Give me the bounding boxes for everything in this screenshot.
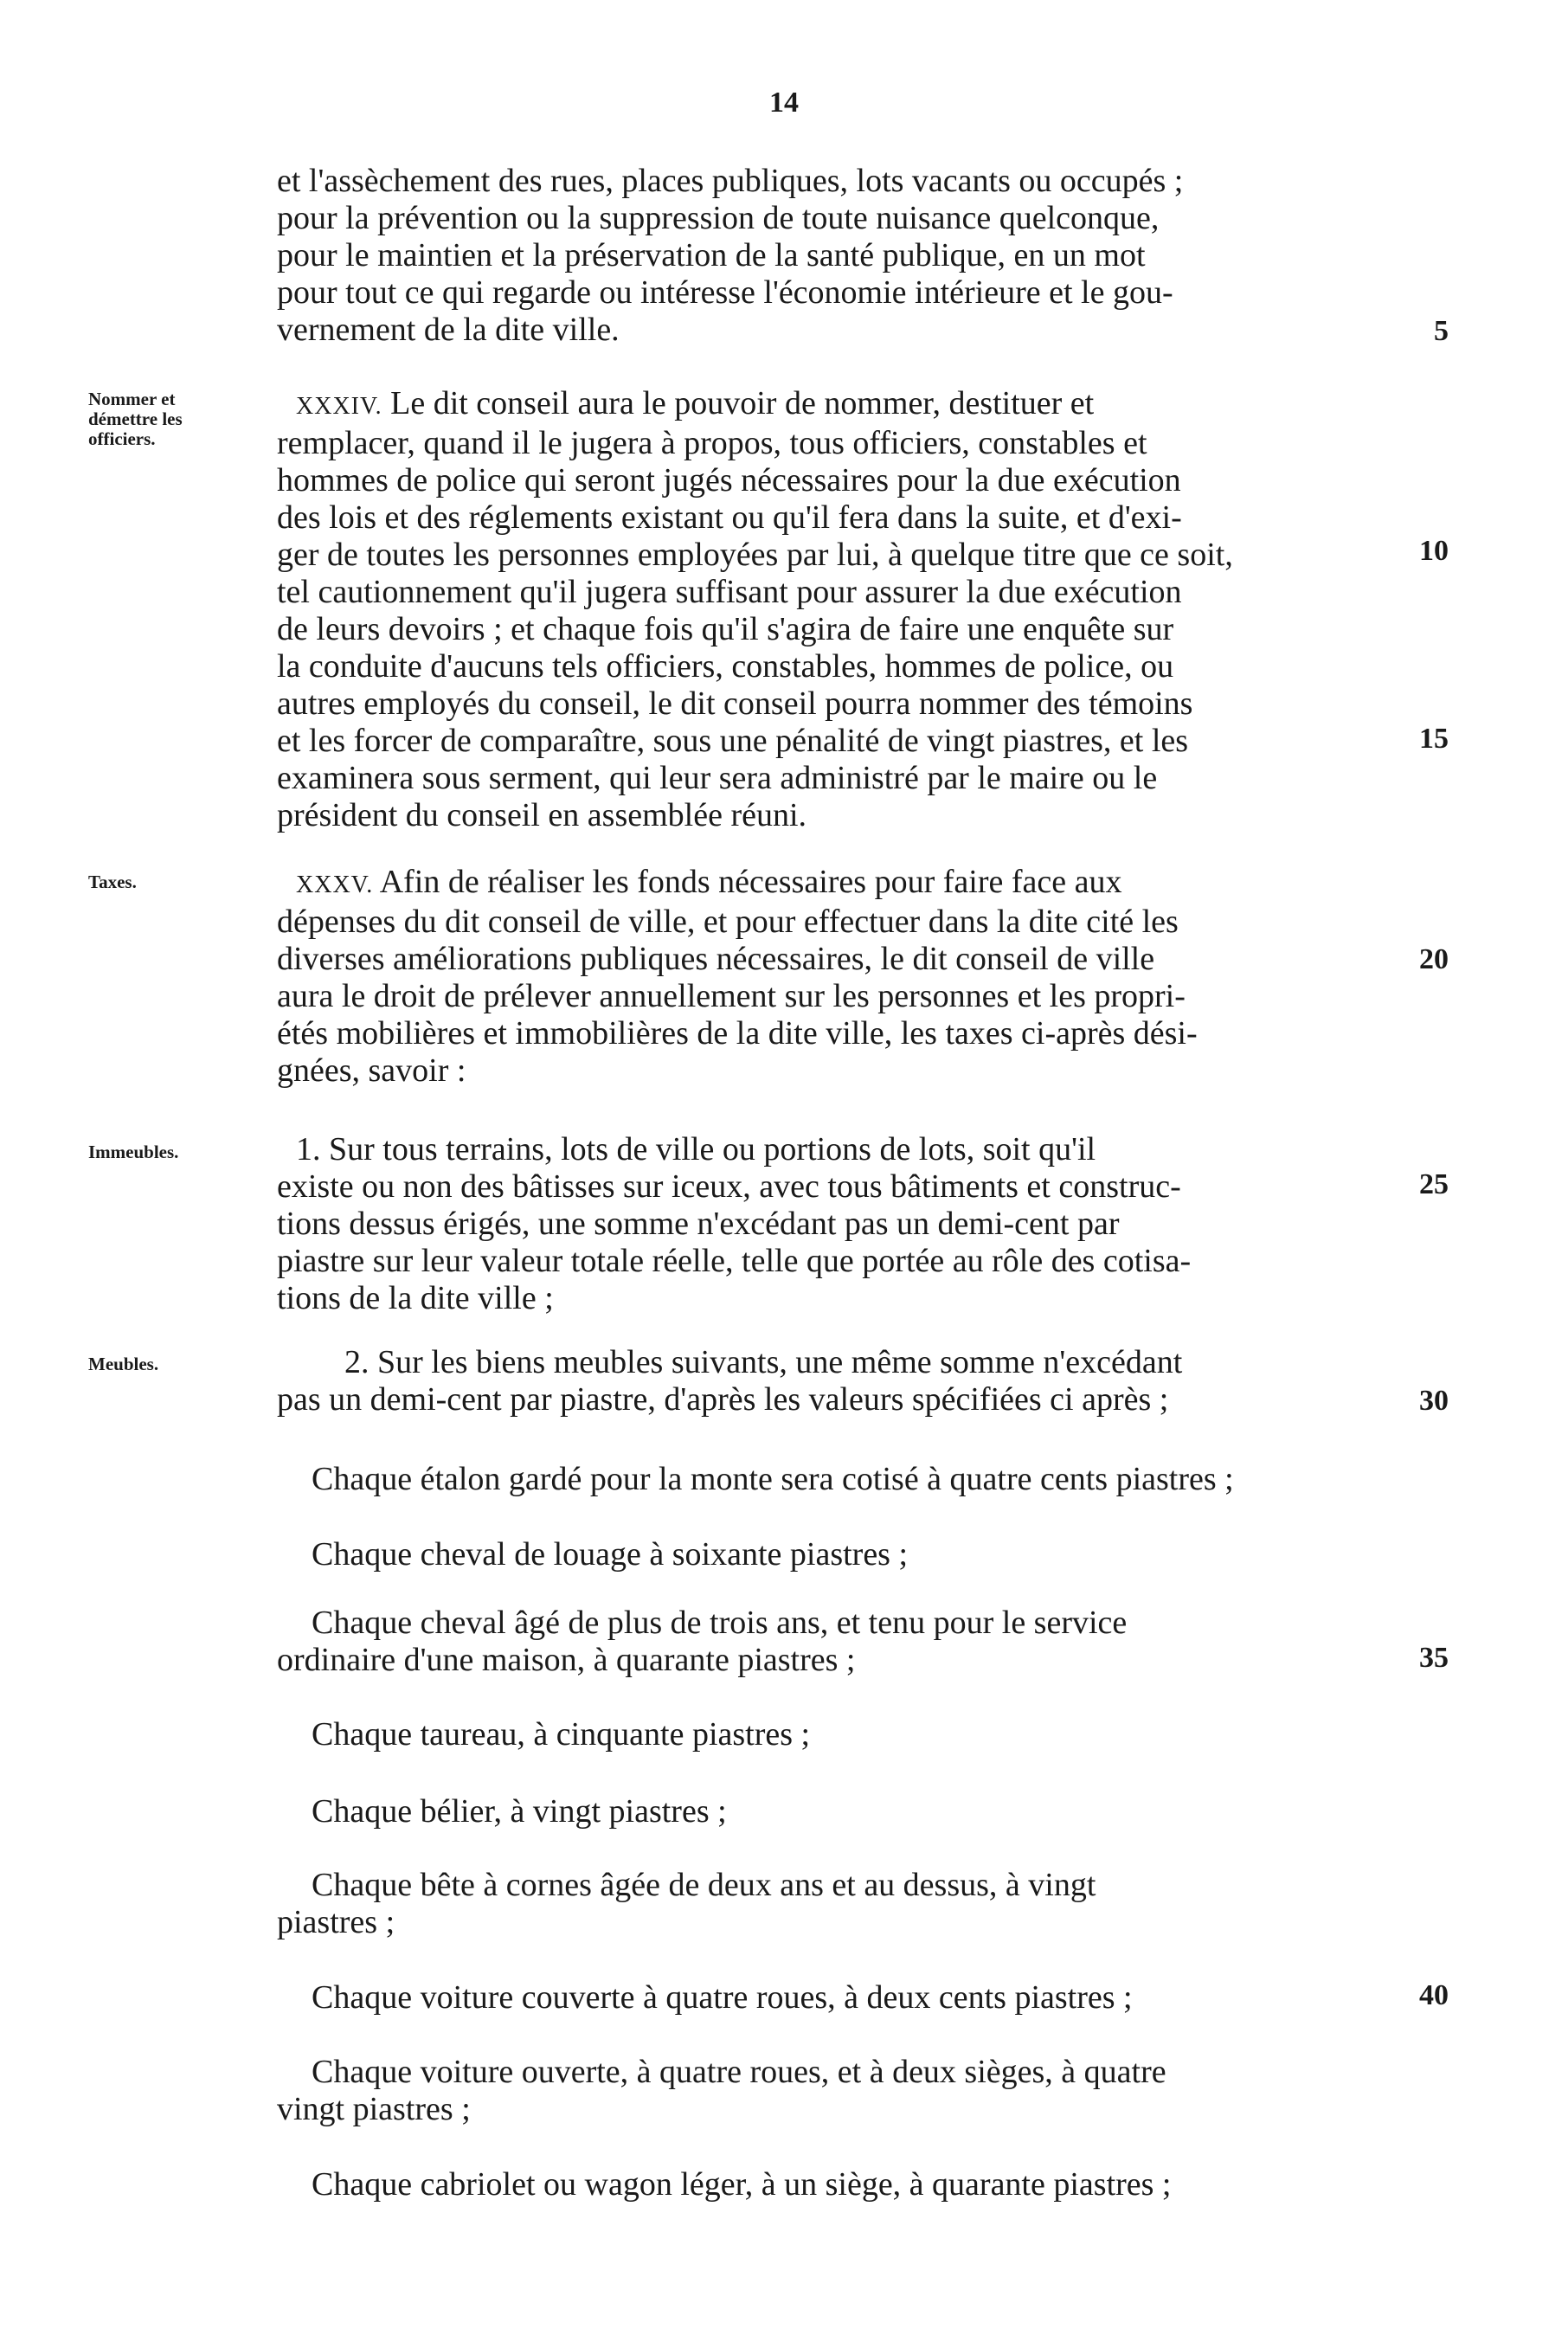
section-numeral: XXXIV.: [296, 393, 382, 420]
text-line: 2. Sur les biens meubles suivants, une même somme n'excédant: [344, 1344, 1183, 1380]
list-item: Chaque étalon gardé pour la monte sera cotisé à quatre cents piastres ;: [312, 1461, 1234, 1497]
text-line: XXXV. Afin de réaliser les fonds nécessaires pour faire face aux: [296, 864, 1122, 900]
text-line: tel cautionnement qu'il jugera suffisant pour assurer la due exécution: [277, 574, 1182, 610]
line-number: 15: [1419, 723, 1449, 755]
text-line: et les forcer de comparaître, sous une pénalité de vingt piastres, et les: [277, 723, 1189, 759]
side-note-immeubles: Immeubles.: [88, 1142, 179, 1162]
item-2-meubles: [277, 1344, 1393, 1418]
line-number: 10: [1419, 535, 1449, 567]
list-item: Chaque bête à cornes âgée de deux ans et au dessus, à vingt: [312, 1867, 1096, 1903]
text-line: étés mobilières et immobilières de la dite ville, les taxes ci-après dési-: [277, 1015, 1198, 1052]
item-1-immeubles: [277, 1131, 1393, 1317]
text-line: la conduite d'aucuns tels officiers, constables, hommes de police, ou: [277, 648, 1174, 685]
text-line: hommes de police qui seront jugés nécessaires pour la due exécution: [277, 462, 1181, 499]
text-line: autres employés du conseil, le dit conseil pourra nommer des témoins: [277, 685, 1193, 722]
list-item-continuation: vingt piastres ;: [277, 2091, 471, 2127]
text-line: pour le maintien et la préservation de la santé publique, en un mot: [277, 237, 1146, 273]
line-number: 30: [1419, 1385, 1449, 1417]
section-xxxiv: [277, 385, 1393, 834]
text-line: pas un demi-cent par piastre, d'après les valeurs spécifiées ci après ;: [277, 1381, 1169, 1418]
text-line: piastre sur leur valeur totale réelle, telle que portée au rôle des cotisa-: [277, 1243, 1192, 1279]
text-line: tions dessus érigés, une somme n'excédant pas un demi-cent par: [277, 1206, 1120, 1242]
text-line: de leurs devoirs ; et chaque fois qu'il s'agira de faire une enquête sur: [277, 611, 1174, 647]
text-line: gnées, savoir :: [277, 1052, 466, 1089]
side-note-meubles: Meubles.: [88, 1354, 159, 1374]
paragraph-continuation: [277, 163, 1393, 349]
list-item-continuation: piastres ;: [277, 1904, 395, 1940]
list-item-continuation: ordinaire d'une maison, à quarante piastres ;: [277, 1642, 856, 1678]
list-item: Chaque bélier, à vingt piastres ;: [312, 1793, 727, 1830]
line-number: 35: [1419, 1642, 1449, 1674]
text-line: dépenses du dit conseil de ville, et pour effectuer dans la dite cité les: [277, 904, 1179, 940]
line-number: 40: [1419, 1979, 1449, 2011]
text-line: diverses améliorations publiques nécessaires, le dit conseil de ville: [277, 941, 1155, 977]
side-note-nommer: Nommer et démettre les officiers.: [88, 389, 183, 449]
section-numeral: XXXV.: [296, 872, 374, 898]
side-note-taxes: Taxes.: [88, 872, 137, 892]
list-item: Chaque cabriolet ou wagon léger, à un siège, à quarante piastres ;: [312, 2166, 1172, 2203]
text-line: vernement de la dite ville.: [277, 312, 620, 348]
list-item: Chaque voiture ouverte, à quatre roues, et à deux sièges, à quatre: [312, 2054, 1166, 2090]
text-line: et l'assèchement des rues, places publiques, lots vacants ou occupés ;: [277, 163, 1184, 199]
text-line: des lois et des réglements existant ou qu'il fera dans la suite, et d'exi-: [277, 499, 1182, 536]
text-line: 1. Sur tous terrains, lots de ville ou portions de lots, soit qu'il: [296, 1131, 1096, 1168]
list-item: Chaque taureau, à cinquante piastres ;: [312, 1716, 811, 1753]
text-line: ger de toutes les personnes employées par lui, à quelque titre que ce soit,: [277, 537, 1233, 573]
line-number: 20: [1419, 943, 1449, 975]
line-number: 5: [1434, 315, 1449, 347]
list-item: Chaque cheval de louage à soixante piastres ;: [312, 1536, 909, 1573]
line-number: 25: [1419, 1168, 1449, 1200]
text-line: existe ou non des bâtisses sur iceux, avec tous bâtiments et construc-: [277, 1168, 1181, 1205]
list-item: Chaque voiture couverte à quatre roues, à deux cents piastres ;: [312, 1979, 1133, 2016]
text-line: aura le droit de prélever annuellement sur les personnes et les propri-: [277, 978, 1186, 1014]
text-line: examinera sous serment, qui leur sera administré par le maire ou le: [277, 760, 1158, 796]
section-xxxv: [277, 864, 1393, 1090]
text-line: tions de la dite ville ;: [277, 1280, 554, 1316]
text-line: XXXIV. Le dit conseil aura le pouvoir de nommer, destituer et: [296, 385, 1095, 421]
page-number: 14: [769, 87, 799, 119]
text-line: président du conseil en assemblée réuni.: [277, 797, 807, 833]
text-line: pour tout ce qui regarde ou intéresse l'économie intérieure et le gou-: [277, 274, 1173, 311]
list-item: Chaque cheval âgé de plus de trois ans, et tenu pour le service: [312, 1605, 1128, 1641]
text-line: pour la prévention ou la suppression de toute nuisance quelconque,: [277, 200, 1160, 236]
text-line: remplacer, quand il le jugera à propos, tous officiers, constables et: [277, 425, 1147, 461]
